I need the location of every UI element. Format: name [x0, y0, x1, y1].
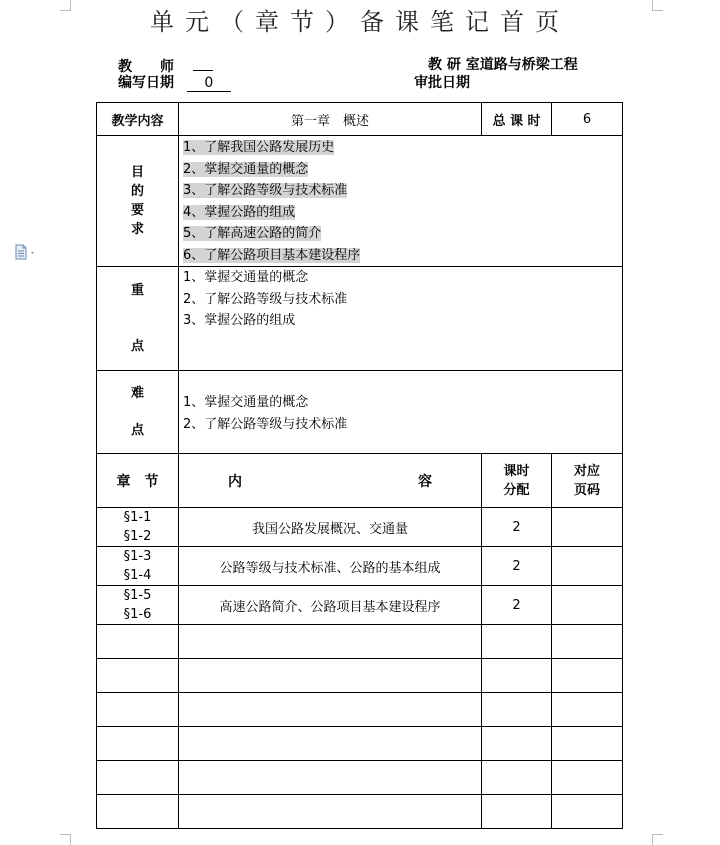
content-cell[interactable]: 我国公路发展概况、交通量 [179, 508, 482, 547]
objective-item: 6、了解公路项目基本建设程序 [183, 247, 361, 263]
difficulties-label: 难 点 [97, 371, 179, 454]
empty-table-row [97, 659, 623, 693]
empty-table-row [97, 625, 623, 659]
empty-cell[interactable] [552, 727, 623, 761]
lesson-plan-table [96, 102, 623, 829]
objective-item: 5、了解高速公路的简介 [183, 226, 322, 241]
empty-cell[interactable] [179, 659, 482, 693]
date-label: 编写日期 [118, 75, 174, 91]
hours-label: 总 课 时 [482, 103, 552, 136]
empty-cell[interactable] [97, 727, 179, 761]
key-point-item: 2、了解公路等级与技术标准 [183, 291, 348, 307]
dept-field [428, 54, 578, 74]
empty-cell[interactable] [179, 761, 482, 795]
date-value[interactable]: 0 [187, 75, 231, 92]
teacher-value[interactable] [193, 54, 213, 71]
empty-cell[interactable] [97, 761, 179, 795]
objectives-row [97, 136, 623, 267]
header-row [97, 103, 623, 136]
empty-cell[interactable] [482, 693, 552, 727]
empty-cell[interactable] [552, 795, 623, 829]
table-row [97, 586, 623, 625]
objectives-list[interactable] [179, 136, 623, 267]
approve-date-label: 审批日期 [414, 75, 470, 91]
difficulty-item: 1、掌握交通量的概念 [183, 395, 309, 410]
page-title: 单元（章节）备课笔记首页 [150, 8, 570, 36]
empty-cell[interactable] [97, 693, 179, 727]
content-cell[interactable]: 高速公路简介、公路项目基本建设程序 [179, 586, 482, 625]
key-point-item: 3、掌握公路的组成 [183, 313, 296, 328]
content-value[interactable]: 第一章 概述 [179, 103, 482, 136]
empty-cell[interactable] [552, 693, 623, 727]
empty-cell[interactable] [482, 659, 552, 693]
empty-cell[interactable] [97, 659, 179, 693]
objective-item: 4、掌握公路的组成 [183, 204, 296, 220]
table-row [97, 547, 623, 586]
empty-table-row [97, 795, 623, 829]
page-cell[interactable] [552, 586, 623, 625]
empty-cell[interactable] [179, 727, 482, 761]
page-cell[interactable] [552, 508, 623, 547]
content-cell[interactable]: 公路等级与技术标准、公路的基本组成 [179, 547, 482, 586]
empty-cell[interactable] [552, 625, 623, 659]
key-points-list[interactable] [179, 267, 623, 371]
section-cell: §1-5 §1-6 [97, 586, 179, 625]
section-header: 章 节 [97, 454, 179, 508]
empty-cell[interactable] [482, 795, 552, 829]
content-label: 教学内容 [97, 103, 179, 136]
empty-cell[interactable] [97, 795, 179, 829]
section-cell: §1-1 §1-2 [97, 508, 179, 547]
difficulty-item: 2、了解公路等级与技术标准 [183, 416, 348, 432]
schedule-header-row [97, 454, 623, 508]
empty-table-row [97, 761, 623, 795]
empty-cell[interactable] [552, 659, 623, 693]
date-field [118, 72, 231, 92]
empty-cell[interactable] [97, 625, 179, 659]
hours-cell[interactable]: 2 [482, 508, 552, 547]
hours-allocation-header: 课时 分配 [482, 454, 552, 508]
objectives-label: 目 的 要 求 [97, 136, 179, 267]
key-point-item: 1、掌握交通量的概念 [183, 270, 309, 285]
empty-cell[interactable] [482, 727, 552, 761]
key-points-label: 重 点 [97, 267, 179, 371]
page-corner-mark [60, 834, 71, 845]
empty-cell[interactable] [179, 625, 482, 659]
dept-label: 教 研 室 [428, 57, 480, 73]
approve-date-field [414, 72, 470, 92]
difficulties-list[interactable] [179, 371, 623, 454]
empty-cell[interactable] [482, 625, 552, 659]
difficulties-row [97, 371, 623, 454]
empty-table-row [97, 693, 623, 727]
empty-cell[interactable] [179, 795, 482, 829]
empty-cell[interactable] [552, 761, 623, 795]
objective-item: 1、了解我国公路发展历史 [183, 140, 335, 155]
table-row [97, 508, 623, 547]
document-icon[interactable] [14, 244, 38, 260]
page-cell[interactable] [552, 547, 623, 586]
objective-item: 2、掌握交通量的概念 [183, 161, 309, 177]
objective-item: 3、了解公路等级与技术标准 [183, 183, 348, 198]
hours-cell[interactable]: 2 [482, 586, 552, 625]
page-number-header: 对应 页码 [552, 454, 623, 508]
content-header: 内 容 [179, 454, 482, 508]
key-points-row [97, 267, 623, 371]
empty-table-row [97, 727, 623, 761]
hours-value[interactable]: 6 [552, 103, 623, 136]
teacher-label: 教 师 [118, 59, 174, 75]
section-cell: §1-3 §1-4 [97, 547, 179, 586]
page-corner-mark [652, 834, 663, 845]
empty-cell[interactable] [179, 693, 482, 727]
dept-value: 道路与桥梁工程 [479, 57, 578, 73]
hours-cell[interactable]: 2 [482, 547, 552, 586]
empty-cell[interactable] [482, 761, 552, 795]
